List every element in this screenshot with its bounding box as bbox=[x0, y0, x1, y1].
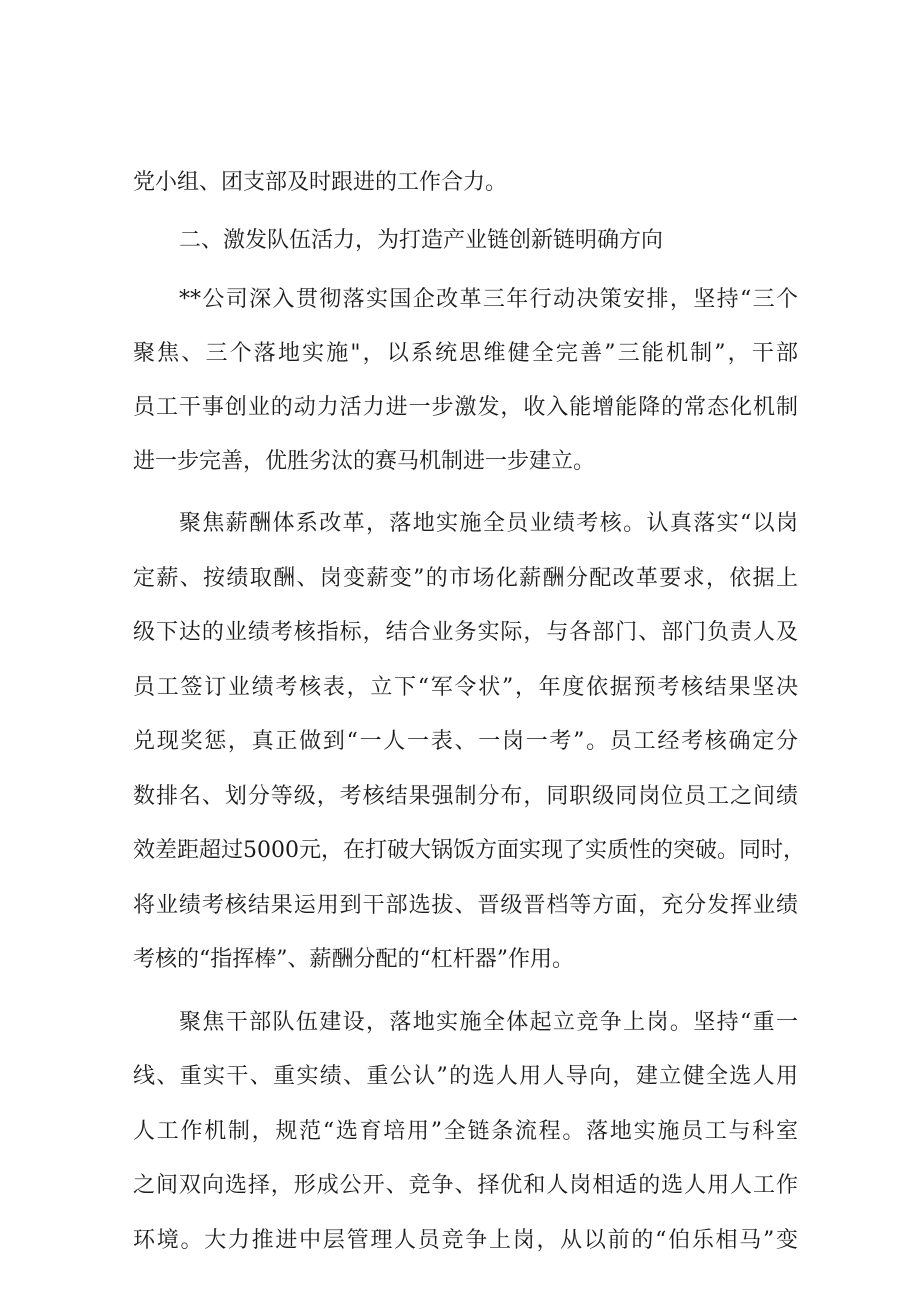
paragraph-line: 环境。大力推进中层管理人员竞争上岗，从以前的“伯乐相马”变 bbox=[133, 1228, 798, 1253]
paragraph-line: 党小组、团支部及时跟进的工作合力。 bbox=[133, 170, 508, 195]
paragraph-line: 考核的“指挥棒”、薪酬分配的“杠杆器”作用。 bbox=[133, 947, 574, 972]
paragraph-line: 级下达的业绩考核指标，结合业务实际，与各部门、部门负责人及 bbox=[133, 620, 798, 645]
paragraph-line: 效差距超过5000元，在打破大锅饭方面实现了实质性的突破。同时， bbox=[133, 838, 805, 863]
paragraph-line: 聚焦薪酬体系改革，落地实施全员业绩考核。认真落实“以岗 bbox=[179, 511, 798, 536]
paragraph-line: 进一步完善，优胜劣汰的赛马机制进一步建立。 bbox=[133, 449, 596, 474]
paragraph-line: 线、重实干、重实绩、重公认”的选人用人导向，建立健全选人用 bbox=[133, 1064, 798, 1089]
paragraph-line: 员工签订业绩考核表，立下“军令状”，年度依据预考核结果坚决 bbox=[133, 675, 798, 700]
paragraph-line: **公司深入贯彻落实国企改革三年行动决策安排，坚持“三个 bbox=[179, 287, 798, 312]
paragraph-line: 聚焦、三个落地实施"，以系统思维健全完善”三能机制”，干部 bbox=[133, 341, 798, 366]
paragraph-line: 之间双向选择，形成公开、竞争、择优和人岗相适的选人用人工作 bbox=[133, 1173, 798, 1198]
section-heading: 二、激发队伍活力，为打造产业链创新链明确方向 bbox=[179, 228, 664, 253]
paragraph-line: 定薪、按绩取酬、岗变薪变”的市场化薪酬分配改革要求，依据上 bbox=[133, 566, 798, 591]
paragraph-line: 数排名、划分等级，考核结果强制分布，同职级同岗位员工之间绩 bbox=[133, 784, 798, 809]
paragraph-line: 将业绩考核结果运用到干部选拔、晋级晋档等方面，充分发挥业绩 bbox=[133, 893, 798, 918]
paragraph-line: 兑现奖惩，真正做到“一人一表、一岗一考”。员工经考核确定分 bbox=[133, 729, 798, 754]
paragraph-line: 员工干事创业的动力活力进一步激发，收入能增能降的常态化机制 bbox=[133, 395, 798, 420]
paragraph-line: 聚焦干部队伍建设，落地实施全体起立竞争上岗。坚持“重一 bbox=[179, 1010, 798, 1035]
paragraph-line: 人工作机制，规范“选育培用”全链条流程。落地实施员工与科室 bbox=[133, 1119, 798, 1144]
